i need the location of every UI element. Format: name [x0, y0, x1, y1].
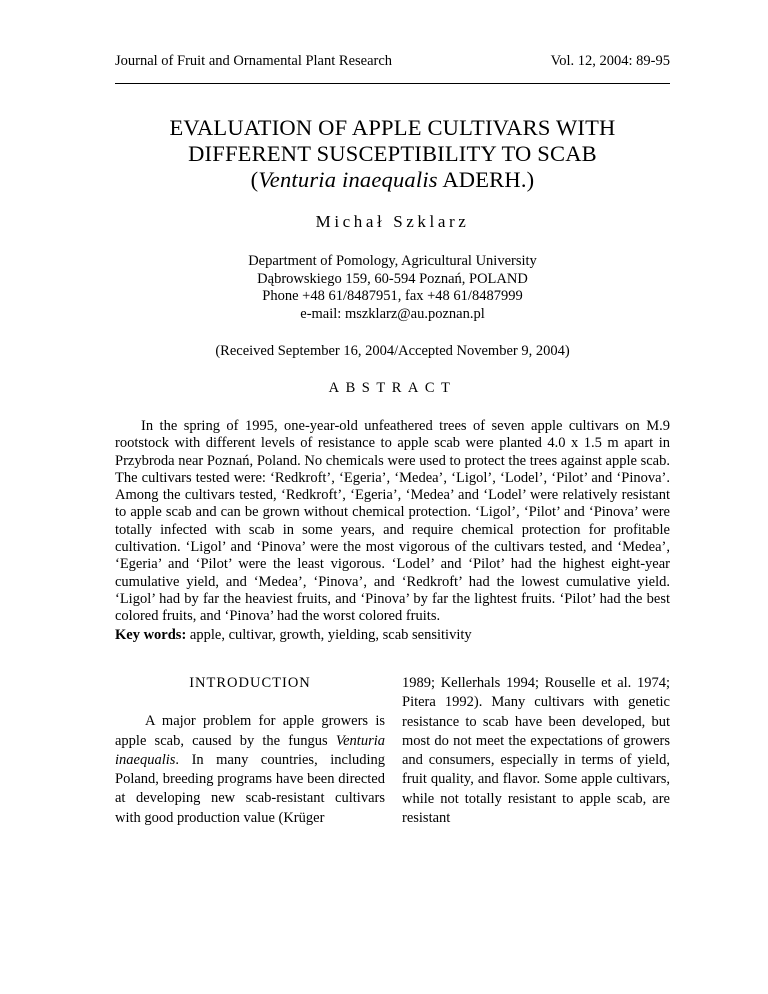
volume-info: Vol. 12, 2004: 89-95	[550, 53, 670, 69]
intro-species: Venturia inaequalis	[115, 732, 385, 768]
affiliation-address: Dąbrowskiego 159, 60-594 Poznań, POLAND	[257, 270, 528, 287]
received-dates: (Received September 16, 2004/Accepted November 9, 2004)	[215, 343, 570, 359]
column-right	[402, 674, 670, 828]
keywords	[115, 627, 670, 644]
title-paren: (	[250, 167, 259, 192]
title-authority: ADERH.)	[437, 167, 535, 192]
column-left	[115, 674, 385, 828]
running-header	[115, 53, 670, 84]
title-species: Venturia inaequalis	[258, 167, 438, 192]
author-name: Michał Szklarz	[315, 212, 470, 231]
affiliation-email: e-mail: mszklarz@au.poznan.pl	[300, 305, 485, 322]
affiliation-phone: Phone +48 61/8487951, fax +48 61/8487999	[262, 288, 523, 304]
title-line-2: DIFFERENT SUSCEPTIBILITY TO SCAB	[188, 141, 597, 166]
keywords-text: apple, cultivar, growth, yielding, scab sensitivity	[186, 627, 472, 643]
intro-text-part1: A major problem for apple growers is apple scab, caused by the fungus	[115, 713, 385, 749]
intro-text-part2: . In many countries, including Poland, breeding programs have been directed at developing new scab-resistant cultivars with good production value (Krüger	[115, 751, 385, 826]
abstract-text: In the spring of 1995, one-year-old unfeathered trees of seven apple cultivars on M.9 rootstock with different levels of resistance to apple scab were planted 4.0 x 1.5 m apart in Przybroda near Poznań, Poland. No chemicals were used to protect the trees against apple scab. The cultivars tested were: ‘Redkroft’, ‘Egeria’, ‘Medea’, ‘Ligol’, ‘Lodel’, ‘Pilot’ and ‘Pinova’. Among the cultivars tested, ‘Redkroft’, ‘Egeria’, ‘Medea’ and ‘Lodel’ were relatively resistant to apple scab and can be grown without chemical protection. ‘Ligol’, ‘Pilot’ and ‘Pinova’ were totally infected with scab in some years, and require chemical protection for profitable cultivation. ‘Ligol’ and ‘Pinova’ were the most vigorous of the cultivars tested, and ‘Medea’, ‘Egeria’ and ‘Pilot’ were the least vigorous. ‘Lodel’ and ‘Pilot’ had the highest eight-year cumulative yield, and ‘Medea’, ‘Pinova’, and ‘Redkroft’ had the lowest cumulative yield. ‘Ligol’ had by far the heaviest fruits, and ‘Pinova’ by far the lightest fruits. ‘Pilot’ had the best colored fruits, and ‘Pinova’ had the worst colored fruits.	[115, 418, 670, 625]
title-line-1: EVALUATION OF APPLE CULTIVARS WITH	[169, 115, 616, 140]
introduction-heading: INTRODUCTION	[189, 675, 311, 691]
affiliation	[115, 253, 670, 323]
keywords-label: Key words:	[115, 627, 187, 643]
paper-title	[115, 115, 670, 193]
abstract-heading: ABSTRACT	[328, 380, 457, 396]
journal-name: Journal of Fruit and Ornamental Plant Research	[115, 53, 393, 69]
affiliation-department: Department of Pomology, Agricultural University	[248, 253, 537, 269]
introduction-paragraph	[115, 712, 385, 828]
title-line-3	[115, 167, 670, 193]
introduction-continuation: 1989; Kellerhals 1994; Rouselle et al. 1974; Pitera 1992). Many cultivars with genetic resistance to scab have been developed, but most do not meet the expectations of growers and consumers, especially in terms of yield, fruit quality, and flavor. Some apple cultivars, while not totally resistant to apple scab, are resistant	[402, 675, 670, 827]
